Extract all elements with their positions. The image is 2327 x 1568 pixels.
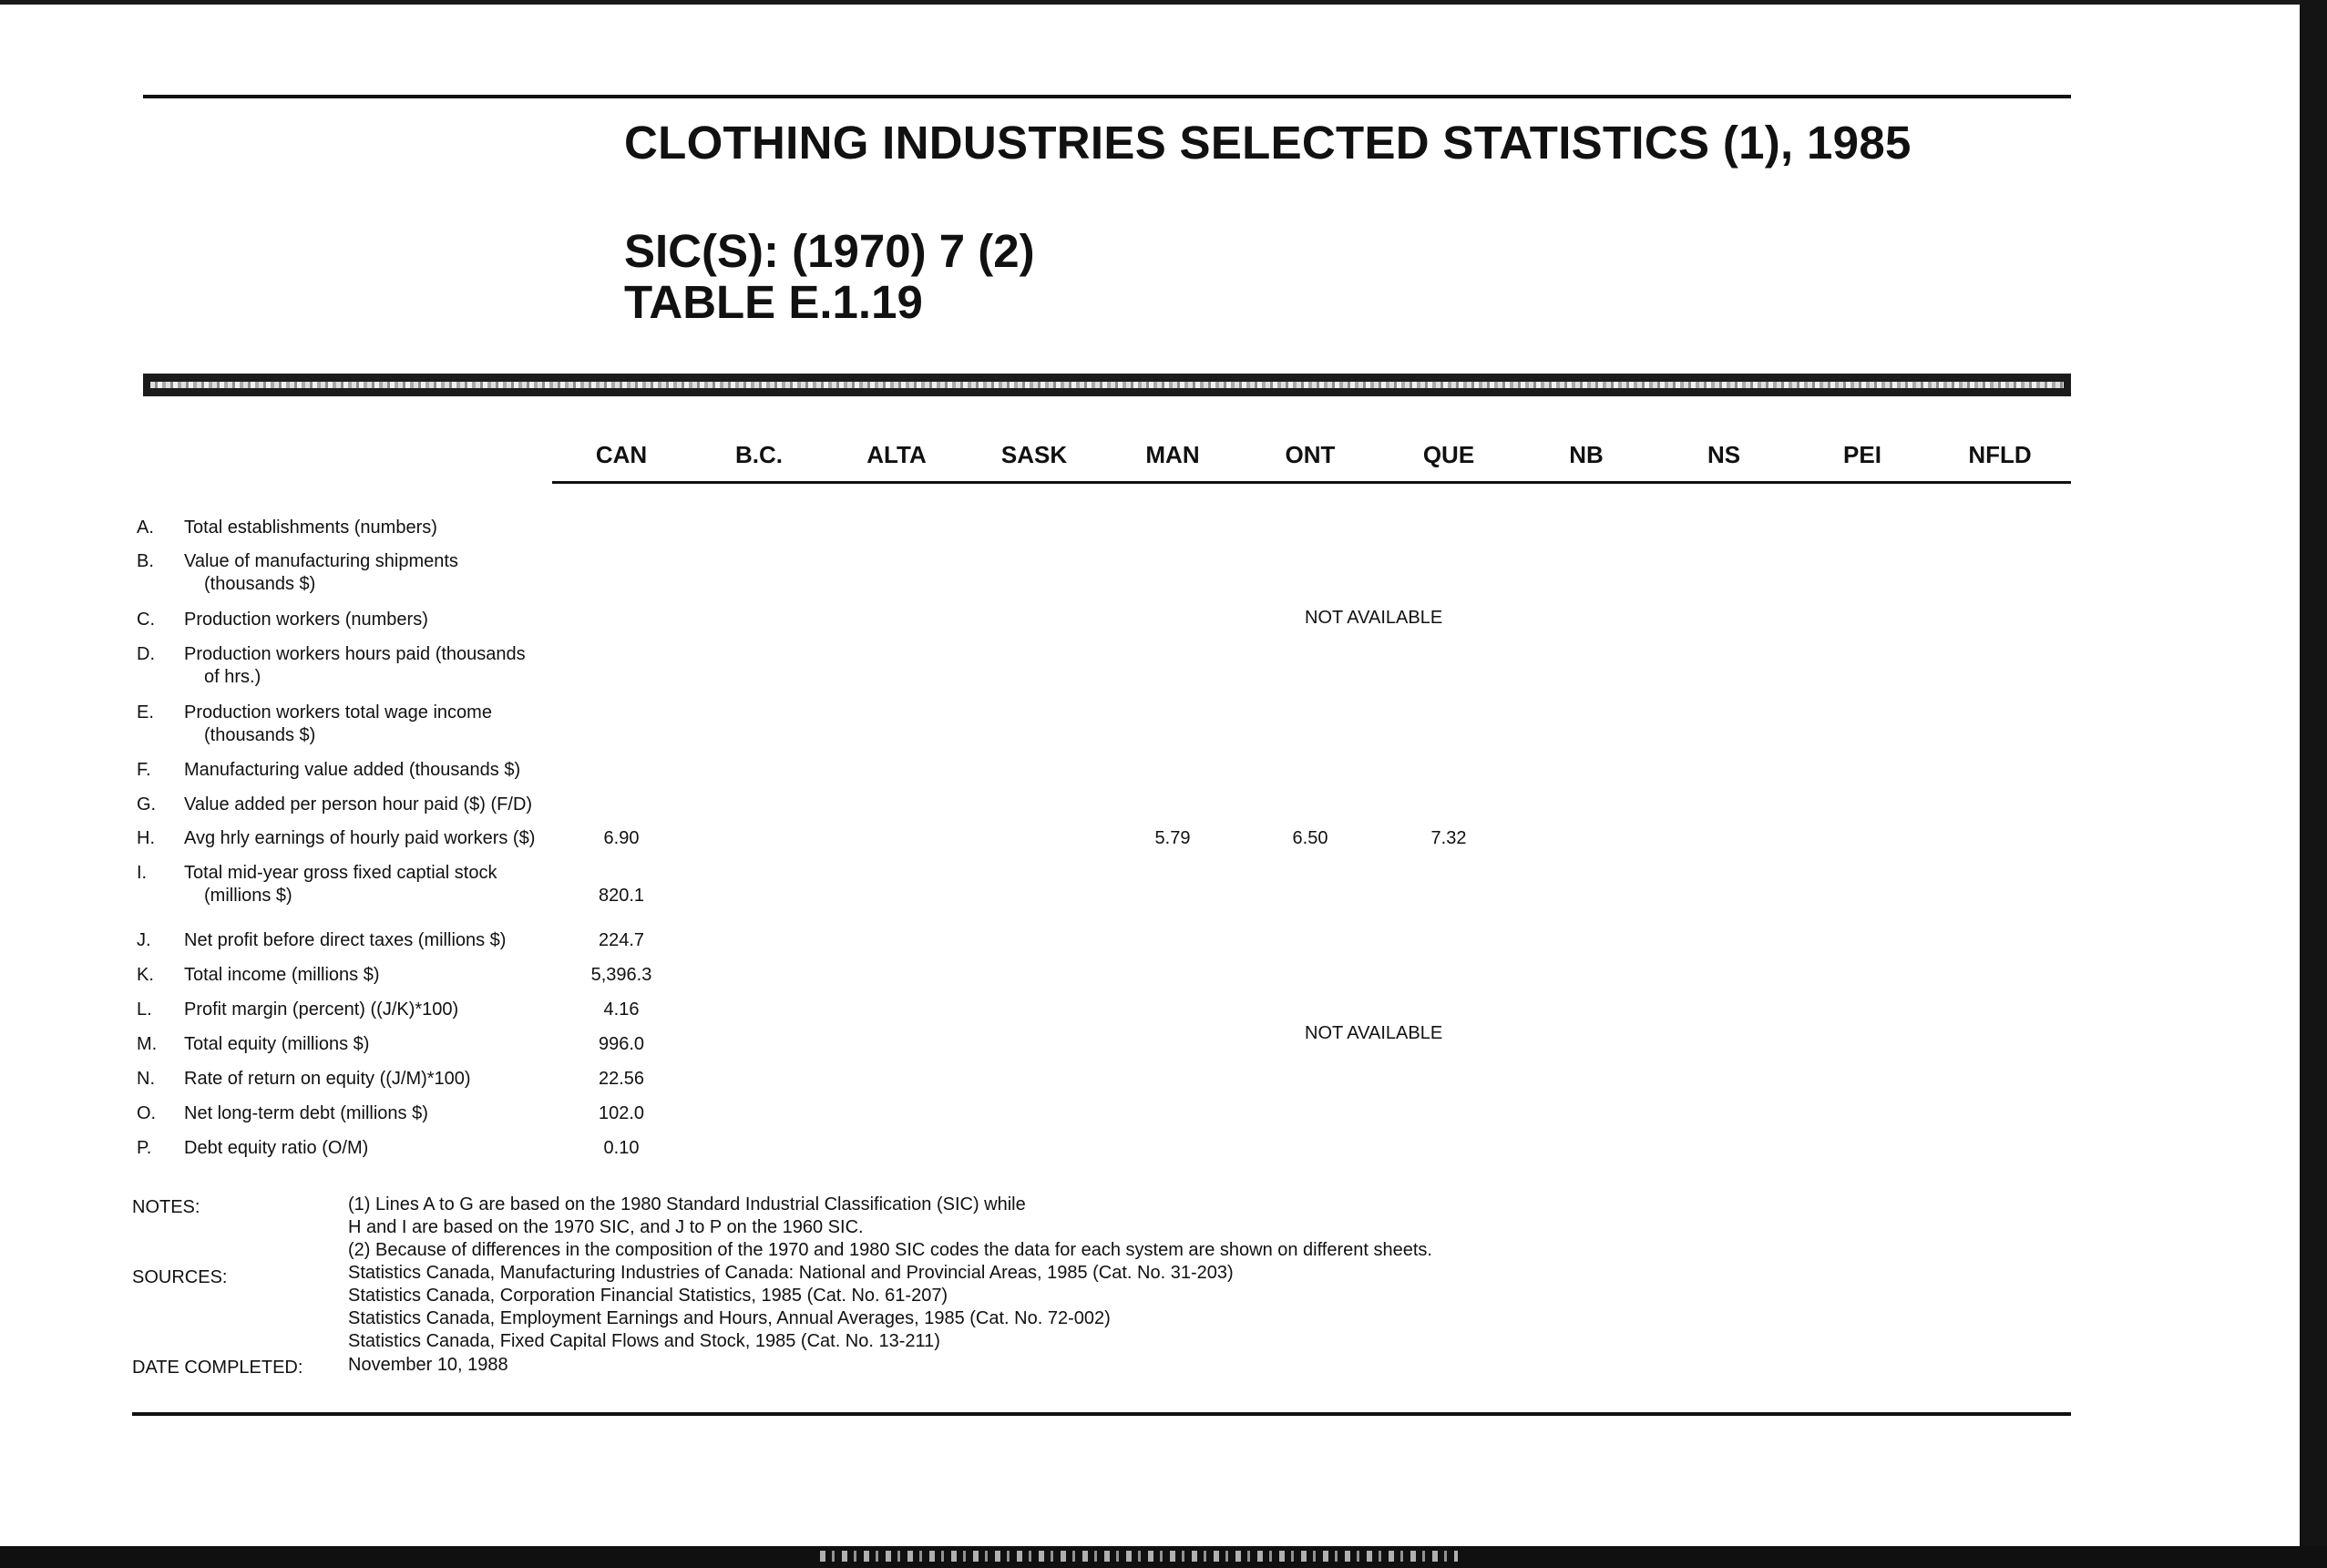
- row-label: Net long-term debt (millions $): [184, 1103, 428, 1123]
- not-available-label: NOT AVAILABLE: [1305, 608, 1443, 628]
- row-letter: O.: [137, 1103, 157, 1123]
- scan-edge-top: [0, 0, 2327, 5]
- row-letter: K.: [137, 965, 154, 985]
- table-cell: 102.0: [598, 1103, 645, 1123]
- row-label: of hrs.): [204, 667, 261, 687]
- heavy-divider: [143, 374, 2071, 396]
- row-letter: B.: [137, 551, 154, 571]
- row-label: Production workers total wage income: [184, 702, 492, 723]
- source-line: Statistics Canada, Manufacturing Industries of Canada: National and Provincial Areas, 1985 (Cat. No. 31-203): [348, 1263, 1234, 1283]
- row-label: Production workers (numbers): [184, 610, 428, 630]
- row-label: (millions $): [204, 886, 292, 906]
- column-header: PEI: [1843, 441, 1881, 468]
- row-label: Total establishments (numbers): [184, 518, 437, 538]
- table-cell: 0.10: [603, 1138, 640, 1158]
- row-label: Debt equity ratio (O/M): [184, 1138, 369, 1158]
- column-header: SASK: [1000, 441, 1068, 468]
- row-letter: E.: [137, 702, 154, 723]
- date-completed-label: DATE COMPLETED:: [132, 1358, 303, 1378]
- source-line: Statistics Canada, Fixed Capital Flows and Stock, 1985 (Cat. No. 13-211): [348, 1331, 940, 1351]
- column-header: CAN: [595, 441, 648, 468]
- notes-label: NOTES:: [132, 1197, 200, 1217]
- row-letter: P.: [137, 1138, 152, 1158]
- row-letter: J.: [137, 930, 151, 950]
- row-label: Value of manufacturing shipments: [184, 551, 458, 571]
- bottom-rule: [132, 1412, 2071, 1416]
- row-letter: L.: [137, 999, 152, 1020]
- row-letter: G.: [137, 794, 157, 815]
- column-header: QUE: [1422, 441, 1475, 468]
- row-letter: H.: [137, 828, 155, 848]
- row-letter: F.: [137, 760, 151, 780]
- sic-code: SIC(S): (1970) 7 (2): [624, 225, 1035, 277]
- table-cell: 996.0: [598, 1034, 645, 1054]
- row-label: (thousands $): [204, 725, 316, 745]
- row-label: Manufacturing value added (thousands $): [184, 760, 521, 780]
- note-line: H and I are based on the 1970 SIC, and J to P on the 1960 SIC.: [348, 1217, 864, 1237]
- source-line: Statistics Canada, Employment Earnings and Hours, Annual Averages, 1985 (Cat. No. 72-002): [348, 1308, 1111, 1328]
- row-label: Total mid-year gross fixed captial stock: [184, 863, 497, 883]
- column-header: MAN: [1145, 441, 1200, 468]
- column-header: ALTA: [866, 441, 927, 468]
- table-cell: 22.56: [598, 1069, 645, 1089]
- header-rule: [552, 481, 2071, 484]
- row-letter: M.: [137, 1034, 158, 1054]
- sources-label: SOURCES:: [132, 1267, 228, 1287]
- document-title: CLOTHING INDUSTRIES SELECTED STATISTICS (1), 1985: [624, 117, 1912, 169]
- table-cell: 6.50: [1292, 828, 1328, 848]
- scan-edge-bottom: [0, 1546, 2327, 1568]
- date-completed-value: November 10, 1988: [348, 1355, 508, 1375]
- table-cell: 7.32: [1430, 828, 1467, 848]
- column-header: NFLD: [1968, 441, 2032, 468]
- row-letter: D.: [137, 644, 155, 664]
- column-header: ONT: [1285, 441, 1336, 468]
- row-letter: C.: [137, 610, 155, 630]
- table-cell: 5,396.3: [590, 965, 652, 985]
- note-line: (2) Because of differences in the composition of the 1970 and 1980 SIC codes the data for each system are shown on different sheets.: [348, 1240, 1432, 1260]
- top-rule: [143, 95, 2071, 98]
- note-line: (1) Lines A to G are based on the 1980 Standard Industrial Classification (SIC) while: [348, 1194, 1026, 1214]
- not-available-label: NOT AVAILABLE: [1305, 1023, 1443, 1043]
- row-label: Production workers hours paid (thousands: [184, 644, 526, 664]
- table-cell: 6.90: [603, 828, 640, 848]
- row-label: (thousands $): [204, 574, 316, 594]
- row-letter: A.: [137, 518, 154, 538]
- row-label: Value added per person hour paid ($) (F/D): [184, 794, 533, 815]
- row-label: Total income (millions $): [184, 965, 380, 985]
- table-cell: 224.7: [598, 930, 645, 950]
- row-label: Avg hrly earnings of hourly paid workers ($): [184, 828, 536, 848]
- source-line: Statistics Canada, Corporation Financial Statistics, 1985 (Cat. No. 61-207): [348, 1286, 948, 1306]
- table-cell: 4.16: [603, 999, 640, 1020]
- column-header: B.C.: [735, 441, 783, 468]
- row-label: Net profit before direct taxes (millions $): [184, 930, 507, 950]
- row-letter: N.: [137, 1069, 155, 1089]
- table-id: TABLE E.1.19: [624, 276, 923, 328]
- table-cell: 5.79: [1154, 828, 1191, 848]
- table-cell: 820.1: [598, 886, 645, 906]
- row-label: Profit margin (percent) ((J/K)*100): [184, 999, 459, 1020]
- column-header: NS: [1707, 441, 1741, 468]
- row-letter: I.: [137, 863, 148, 883]
- row-label: Total equity (millions $): [184, 1034, 370, 1054]
- column-header: NB: [1569, 441, 1604, 468]
- row-label: Rate of return on equity ((J/M)*100): [184, 1069, 471, 1089]
- scan-edge-right: [2300, 0, 2327, 1568]
